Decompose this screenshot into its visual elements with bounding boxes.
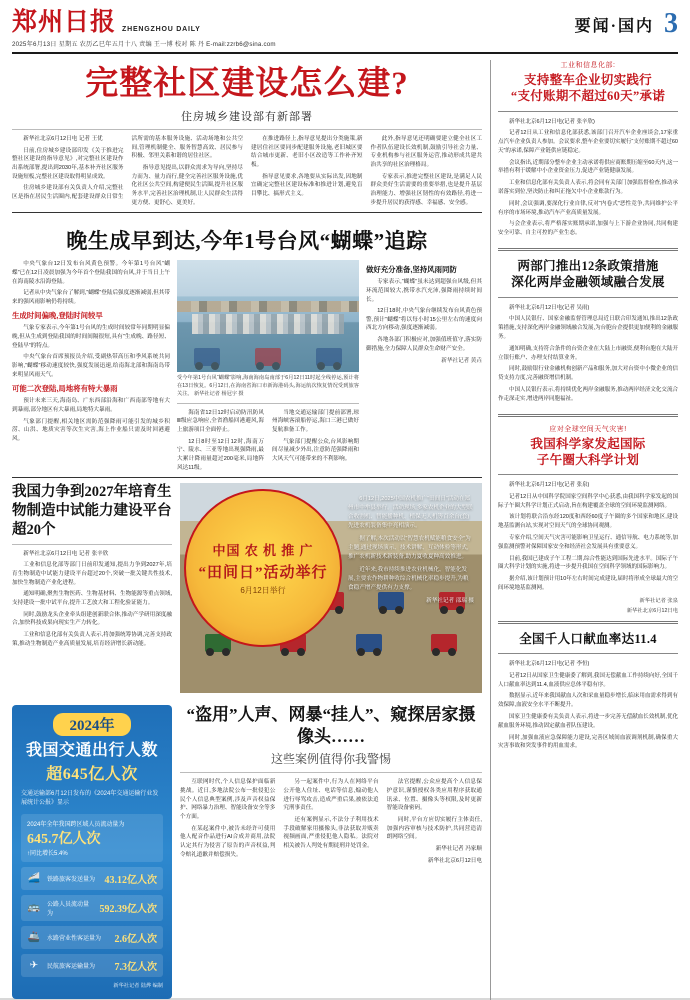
block3-headline-1: 我国科学家发起国际 — [530, 436, 646, 451]
lead-story — [12, 60, 482, 207]
paragraph: 海南省12日12时启动防汛防风Ⅲ级应急响应,全省渔船回港避风,海上旅游项目全面停止。 — [177, 409, 264, 433]
paragraph: 工业和信息化部有关负责人表示,将加强统筹协调,完善支持政策,推动生物制造产业高质量发展,培育经济增长新动能。 — [12, 631, 172, 647]
boats-row — [177, 348, 359, 366]
typhoon-col-left — [12, 260, 170, 472]
typhoon-subhead-2: 可能二次登陆,局地将有特大暴雨 — [12, 384, 118, 394]
dateline: 新华社北京6月12日电(记者 张辛欣) — [509, 118, 595, 125]
block3-credit: 新华社记者 张泉 — [639, 597, 678, 604]
typhoon-mid-body — [177, 409, 359, 473]
bus-icon: 🚌 — [27, 902, 41, 914]
circle-title-3: 6月12日举行 — [240, 586, 286, 596]
block3-date-credit: 新华社北京6月12日电 — [626, 607, 678, 614]
paragraph: 气象部门提醒公众,台风影响期间尽量减少外出,注意防范强降雨和大风天气可能带来的不利影响。 — [272, 438, 359, 462]
farm-photo-block — [180, 483, 482, 693]
tractor-photo — [180, 483, 482, 693]
right-block-1 — [498, 60, 678, 241]
paragraph: 国家卫生健康委有关负责人表示,将进一步完善无偿献血长效机制,优化献血服务环境,推动固定献血者队伍建设。 — [498, 714, 678, 729]
paragraph: 专家介绍,空间天气灾害可能影响卫星运行、通信导航、电力系统等,加强监测预警对保障国家安全和经济社会发展具有重要意义。 — [498, 535, 678, 550]
row-label: 民航旅客运输量为 — [47, 963, 96, 970]
main-column — [12, 60, 482, 1000]
block2-headline-2: 深化两岸金融领域融合发展 — [511, 275, 665, 290]
circle-title-2: “田间日”活动举行 — [198, 565, 328, 582]
paragraph: 互联网时代,个人信息保护面临新挑战。近日,多地法院公布一批侵犯公民个人信息典型案例,涉及声音权益保护、网络暴力治理、智能设备安全等多个方面。 — [180, 779, 276, 820]
divider — [12, 477, 482, 478]
block3-kicker: 应对全球空间天气灾害! — [549, 425, 627, 433]
paragraph: 中央气象台12日发布台风黄色预警。今年第1号台风“蝴蝶”已在12日凌晨加强为今年首个登陆我国的台风,并于当日上午在海南陵水沿海登陆。 — [12, 261, 170, 285]
paragraph: 与会企业表示,将严格落实账期承诺,加强与上下游企业协同,共同构建安全可靠、自主可控的产业生态。 — [498, 221, 678, 237]
kpi-label: 2024年全年我国跨区域人员流动量为 — [27, 821, 125, 828]
lead-subhead: 住房城乡建设部有新部署 — [181, 110, 313, 123]
paragraph: 记者12日从中国科学院国家空间科学中心获悉,由我国科学家发起的国际子午圈大科学计划正式启动,旨在构建覆盖全球的空间环境监测网络。 — [498, 493, 678, 509]
paragraph: 记者从中央气象台了解到,“蝴蝶”登陆后强度逐渐减弱,但其带来的强风雨影响仍将持续。 — [12, 290, 170, 305]
paragraph: 通知明确,聚焦生物医药、生物基材料、生物能源等重点领域,支持建设一批中试平台,提升工艺放大和工程化验证能力。 — [12, 591, 172, 606]
info-year-wrap — [21, 713, 163, 736]
paragraph: 数据显示,近年来我国献血人次和采血量稳步增长,临床用血需求得到有效保障,血液安全水平不断提升。 — [498, 693, 678, 709]
boat-shape — [194, 348, 220, 366]
right-column — [490, 60, 678, 1000]
paragraph: 通知明确,支持符合条件的台资企业在大陆上市融资,便利台胞在大陆开立银行账户、办理支付结算业务。 — [498, 345, 678, 361]
paragraph: 日前,住房城乡建设部印发《关于推进完整社区建设的指导意见》,对完整社区建设作出系统部署,提出到2030年,基本补齐社区服务设施短板,完整社区建设取得明显成效。 — [12, 147, 124, 180]
typhoon-subhead-1: 生成时间偏晚,登陆时间较早 — [12, 311, 103, 321]
block1-kicker: 工业和信息化部: — [560, 62, 616, 69]
typhoon-layout — [12, 260, 482, 472]
circle-promo-wrap — [184, 489, 342, 647]
page-number: 3 — [664, 8, 678, 39]
typhoon-headline: 晚生成早到达,今年1号台风“蝴蝶”追踪 — [66, 229, 428, 254]
row-label: 公路人员流动量为 — [47, 901, 90, 917]
paragraph: 会议指出,近期部分整车企业主动承诺将供应商账期压缩至60天内,这一举措有利于缓解中小企业资金压力,促进产业链健康发展。 — [498, 159, 678, 175]
paragraph: 同时,鼓励龙头企业牵头组建创新联合体,推动产学研用深度融合,加快科技成果向现实生产力转化。 — [12, 611, 172, 627]
divider — [498, 621, 678, 624]
divider — [12, 129, 482, 130]
divider — [12, 212, 482, 213]
divider — [498, 653, 678, 654]
kpi-note: ↑同比增长5.4% — [27, 850, 68, 857]
paragraph: 中央气象台首席预报员介绍,受副热带高压和季风系统共同影响,“蝴蝶”移动速度较快,强度发展迅速,给南海北部和海南岛带来明显风雨天气。 — [12, 354, 170, 378]
farm-circle-promo — [184, 489, 342, 647]
tractor-shape — [356, 634, 382, 652]
divider — [498, 474, 678, 475]
info-title-2: 超645亿人次 — [46, 766, 138, 784]
info-credit: 新华社记者 陆烨 编制 — [113, 982, 163, 989]
lead-headline: 完整社区建设怎么建? — [85, 66, 409, 102]
traffic-infographic — [12, 705, 172, 998]
bio-farm-row — [12, 483, 482, 693]
paragraph: 指导意见要求,各地要从实际出发,因地制宜确定完整社区建设标准和推进计划,避免盲目攀比、搞形式主义。 — [251, 173, 363, 197]
tractor-shape — [431, 634, 457, 652]
privacy-body — [180, 778, 482, 865]
newspaper-logo-en: ZHENGZHOU DAILY — [122, 26, 201, 33]
block1-body — [498, 118, 678, 239]
row-value: 7.3亿人次 — [114, 961, 157, 973]
info-kpi — [21, 814, 163, 862]
typhoon-credit: 新华社记者 黄垚 — [441, 358, 482, 365]
divider — [177, 403, 359, 404]
bio-headline: 我国力争到2027年培育生物制造中试能力建设平台超20个 — [12, 484, 172, 538]
paragraph: 住房城乡建设部有关负责人介绍,完整社区是指在居民生活圈内,配套建设群众日常生活所需的基本服务设施、活动场地和公共空间,管理机制健全、服务智慧高效、居民参与积极、邻里关系和谐的居住社区。 — [12, 135, 243, 200]
paragraph: 6月12日,2025中国农机推广“田间日”活动在郑州市中牟县举行。活动现场,多家农机企业的大型联合收割机、智能播种机、植保无人机等百余台(套)先进农机装备集中亮相演示。 — [348, 496, 473, 529]
newspaper-logo: 郑州日报 — [12, 9, 117, 36]
divider — [12, 544, 172, 545]
right-block-2 — [498, 258, 678, 406]
masthead — [12, 10, 678, 54]
plane-icon: ✈ — [29, 959, 39, 971]
divider — [498, 414, 678, 417]
paragraph: 工业和信息化部有关负责人表示,将会同有关部门加强监督检查,推动承诺落实到位,坚决防止和纠正拖欠中小企业账款行为。 — [498, 180, 678, 196]
body-grid — [12, 60, 678, 1000]
harbor-photo — [177, 260, 359, 372]
privacy-credit-1: 新华社记者 冯家顺 — [435, 845, 482, 852]
paragraph: 同时,加强血液应急保障能力建设,完善区域间血液调剂机制,确保重大灾害事故和突发事件的用血需求。 — [498, 734, 678, 750]
paragraph: 各地各部门积极应对,加强值班值守,落实防御措施,全力保障人民群众生命财产安全。 — [366, 337, 482, 352]
paragraph: 中国人民银行、国家金融监督管理总局近日联合印发通知,推出12条政策措施,支持深化两岸金融领域融合发展,为台胞台企提供更加便利的金融服务。 — [498, 316, 678, 340]
paragraph: 同时,平台方应切实履行主体责任,加强内容审核与技术防护,共同营造清朗网络空间。 — [386, 816, 482, 841]
farm-credit: 新华社记者 邵瑞 摄 — [426, 597, 474, 604]
masthead-right — [575, 10, 678, 38]
info-title-1: 我国交通出行人数 — [25, 742, 158, 760]
bottom-row — [12, 698, 482, 998]
boat-shape — [255, 348, 281, 366]
info-row — [21, 926, 163, 949]
row-value: 43.12亿人次 — [104, 874, 157, 886]
paragraph: 工业和信息化部等部门日前印发通知,提出力争到2027年,培育生物制造中试能力建设平台超过20个,突破一批关键共性技术,加快生物制造产业化进程。 — [12, 562, 172, 586]
privacy-story — [180, 698, 482, 998]
paragraph: 中国人民银行表示,将持续优化两岸金融服务,推动两岸经济文化交流合作走深走实,增进两岸同胞福祉。 — [498, 386, 678, 402]
info-source: 交通运输部6月12日发布的《2024年交通运输行业发展统计公报》显示 — [21, 790, 159, 806]
dateline: 新华社北京6月12日电(记者 张泉) — [509, 482, 590, 489]
kpi-value: 645.7亿人次 — [27, 831, 101, 847]
divider — [498, 297, 678, 298]
typhoon-subhead-3: 做好充分准备,坚持风雨同防 — [366, 265, 457, 275]
paragraph: 此外,指导意见还明确要建立健全社区工作者队伍建设长效机制,鼓励引导社会力量、专业机构参与社区服务运营,推动形成共建共治共享的社区治理格局。 — [370, 135, 482, 168]
privacy-headline: “盗用”人声、网暴“挂人”、窥探居家摄像头…… — [186, 705, 476, 747]
paragraph: 目前,我国已建成子午工程二期,综合性能达到国际先进水平。国际子午圈大科学计划的实施,将进一步提升我国在空间科学领域的国际影响力。 — [498, 555, 678, 571]
row-label: 铁路旅客发送量为 — [47, 876, 96, 883]
paragraph: 同时,会议强调,要深化行业自律,反对“内卷式”恶性竞争,共同维护公平有序的市场环境,推动汽车产业高质量发展。 — [498, 200, 678, 216]
block1-headline-2: “支付账期不超过60天”承诺 — [510, 89, 666, 104]
paragraph: 气象部门提醒,相关地区需防范强降雨可能引发的城乡积涝、山洪、地质灾害等次生灾害,海上作业船只需及时回港避风。 — [12, 418, 170, 443]
block1-headline-1: 支持整车企业切实践行 — [523, 73, 652, 87]
paragraph: 记者12日从工业和信息化部获悉,该部门召开汽车企业座谈会,17家重点汽车企业负责人参加。会议要求,整车企业要切实履行“支付账期不超过60天”的承诺,保障产业链供应链稳定。 — [498, 130, 678, 154]
row-value: 2.6亿人次 — [114, 933, 157, 945]
block2-headline-1: 两部门推出12条政策措施 — [517, 259, 659, 274]
paragraph: 气象专家表示,今年第1号台风的生成时间较常年同期明显偏晚,但从生成到登陆我国的时间间隔很短,具有“生成晚、路径短、登陆早”的特点。 — [12, 325, 170, 349]
paragraph: 12日8时至12日12时,海南万宁、陵水、三亚等地出现强降雨,最大累计降雨量超过200毫米,局地阵风达11级。 — [177, 438, 264, 471]
logo-row — [12, 10, 276, 35]
divider — [498, 248, 678, 251]
photo-caption: 受今年第1号台风“蝴蝶”影响,海南海南岛南部于6月12日11时起全线停运,预计将在13日恢复。6月12日,在海南省海口市新海港码头,海运航次恢复情况受到旅客关注。 新华社记者 杨冠宇 摄 — [177, 375, 359, 397]
paragraph: 在某起案件中,被告未经许可使用他人配音作品进行AI合成并商用,法院认定其行为侵害了原告的声音权益,判令赔礼道歉并赔偿损失。 — [180, 825, 276, 858]
paragraph: 该计划将联合沿东经120度和西经60度子午圈的多个国家和地区,建设地基监测台站,实现对空间天气的全球协同观测。 — [498, 514, 678, 530]
train-icon: 🚄 — [27, 872, 41, 884]
boat-shape — [316, 348, 342, 366]
info-row — [21, 895, 163, 921]
circle-title-1: 中国 农 机 推 广 — [212, 543, 314, 559]
right-block-4 — [498, 631, 678, 754]
masthead-meta: 2025年6月13日 星期五 农历乙巳年五月十八 责编 王一博 校对 陈 丹 E-mail:zzrb6@sina.com — [12, 41, 276, 48]
section-title: 要闻·国内 — [574, 17, 654, 35]
dateline: 新华社北京6月12日电(记者 李恒) — [509, 661, 590, 668]
typhoon-story — [12, 218, 482, 472]
paragraph: 专家表示,“蝴蝶”虽未达到超强台风级,但其环流范围较大,携带水汽充沛,强降雨持续时间长。 — [366, 279, 482, 303]
masthead-left — [12, 10, 276, 48]
right-block-3 — [498, 424, 678, 614]
privacy-subhead: 这些案例值得你我警惕 — [270, 752, 391, 767]
paragraph: 12日18时,中央气象台继续发布台风黄色预警,预计“蝴蝶”将以每小时15公里左右的速度向西北方向移动,强度逐渐减弱。 — [366, 308, 482, 332]
privacy-credit-2: 新华社北京6月12日电 — [427, 857, 482, 864]
infographic-block — [12, 698, 172, 998]
block2-body — [498, 304, 678, 404]
lead-body — [12, 135, 482, 207]
paragraph: 在推进路径上,指导意见提出分类施策,新建居住社区要同步配建服务设施,老旧城区要结合城市更新、老旧小区改造等工作补齐短板。 — [251, 135, 363, 168]
paragraph: 指导意见提出,以群众需求为导向,坚持尽力而为、量力而行,健全完善社区服务设施,优化社区公共空间,构建便民生活圈,提升社区服务水平,完善社区治理机制,让人民群众生活得更方便、更舒心、更美好。 — [131, 164, 243, 206]
ship-icon: 🚢 — [27, 931, 41, 943]
paragraph: 还有案例显示,不法分子利用技术手段破解家用摄像头,非法获取并贩卖视频画面,严重侵犯他人隐私。法院对相关被告人判处有期徒刑并处罚金。 — [283, 816, 379, 849]
typhoon-col-mid — [177, 260, 359, 472]
block4-headline: 全国千人口献血率达11.4 — [519, 631, 657, 646]
bio-story — [12, 483, 172, 693]
block4-body — [498, 660, 678, 751]
paragraph: 据了解,本次活动以“智慧农机赋能粮食安全”为主题,通过现场演示、技术讲解、互动体验等形式,推广农机新技术新装备,助力夏收夏种高效推进。 — [348, 535, 471, 560]
info-row — [21, 867, 163, 890]
paragraph: 同时,鼓励银行业金融机构创新产品和服务,加大对台资中小微企业的信贷支持力度,完善融资增信机制。 — [498, 366, 678, 382]
paragraph: 近年来,我市持续推进农业机械化、智能化发展,主要农作物耕种收综合机械化率稳步提升,为粮食稳产增产提供有力支撑。 — [348, 566, 469, 591]
paragraph: 另一起案件中,行为人在网络平台公开他人住址、电话等信息,煽动他人进行辱骂攻击,造成严重后果,被依法追究刑事责任。 — [283, 779, 379, 812]
paragraph: 当地交通运输部门提前部署,琼州海峡客滚船停运,海口三港已做好复航准备工作。 — [272, 409, 359, 433]
block3-headline-2: 子午圈大科学计划 — [536, 452, 640, 467]
row-label: 水路营业性客运量为 — [47, 935, 102, 942]
block3-body — [498, 481, 678, 593]
divider — [180, 772, 482, 773]
paragraph: 法官提醒,公众应提高个人信息保护意识,谨慎授权各类应用程序获取通讯录、位置、摄像头等权限,及时更新智能设备密码。 — [386, 779, 482, 812]
dateline: 新华社北京6月12日电(记者 吴雨) — [509, 304, 590, 311]
paragraph: 专家表示,推进完整社区建设,是满足人民群众美好生活需要的重要举措,也是提升基层治理能力、增强社区韧性的有效路径,将进一步提升居民的获得感、幸福感、安全感。 — [370, 173, 482, 206]
divider — [498, 111, 678, 112]
paragraph: 记者12日从国家卫生健康委了解到,我国无偿献血工作持续向好,全国千人口献血率达到11.4,血液供应总体平稳有序。 — [498, 672, 678, 688]
bio-dateline: 新华社北京6月12日电 记者 张辛欣 — [23, 550, 109, 557]
info-year: 2024年 — [53, 713, 130, 736]
lead-dateline: 新华社北京6月12日电 记者 王优 — [23, 135, 103, 142]
paragraph: 据介绍,该计划预计用10年左右时间完成建设,届时将形成全球最大的空间环境地基监测网。 — [498, 576, 678, 591]
row-value: 592.39亿人次 — [99, 904, 157, 916]
typhoon-col-right — [366, 260, 482, 472]
farm-body — [348, 495, 474, 605]
info-row — [21, 954, 163, 977]
paragraph: 预计未来三天,海南岛、广东西部沿海和广西南部等地有大到暴雨,部分地区有大暴雨,局地特大暴雨。 — [12, 398, 170, 414]
